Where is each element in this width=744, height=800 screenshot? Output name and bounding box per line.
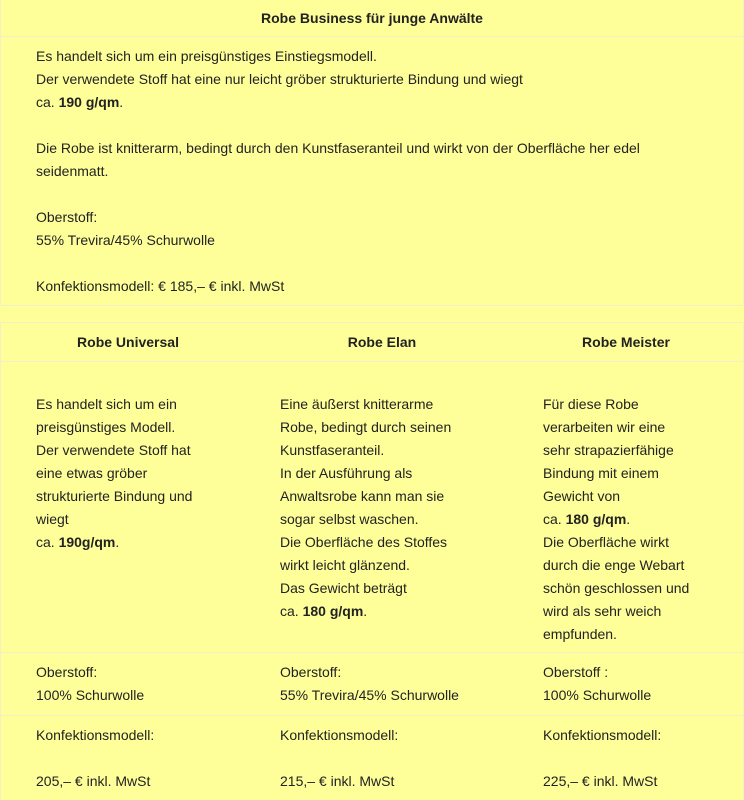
fabric-cell <box>280 653 480 723</box>
desc-line: seidenmatt. <box>36 163 109 179</box>
weight-suffix: . <box>626 511 631 527</box>
description-cell <box>543 362 718 683</box>
fabric-label: Oberstoff: <box>36 209 98 225</box>
price-label: Konfektionsmodell: <box>543 727 662 743</box>
weight-line <box>280 600 480 623</box>
desc-line: eine etwas gröber <box>36 465 148 481</box>
weight-value: 180 g/qm <box>565 511 627 527</box>
weight-prefix: ca. <box>36 534 59 550</box>
desc-line: sogar selbst waschen. <box>280 511 419 527</box>
fabric-label: Oberstoff : <box>543 664 609 680</box>
price-value: 205,– € inkl. MwSt <box>36 773 151 789</box>
fabric-cell <box>36 653 226 723</box>
price-cell <box>36 716 226 800</box>
desc-line: Kunstfaseranteil. <box>280 442 385 458</box>
weight-suffix: . <box>363 603 368 619</box>
fabric-value: 55% Trevira/45% Schurwolle <box>36 232 215 248</box>
desc-line: sehr strapazierfähige <box>543 442 674 458</box>
header-robe-universal: Robe Universal <box>77 333 179 350</box>
desc-line: Die Oberfläche wirkt <box>543 534 670 550</box>
price-cell <box>543 716 718 800</box>
fabric-value: 100% Schurwolle <box>36 687 145 703</box>
weight-line <box>543 508 718 531</box>
business-robe-description <box>1 37 743 298</box>
fabric-value: 100% Schurwolle <box>543 687 652 703</box>
desc-line: Das Gewicht beträgt <box>280 580 407 596</box>
weight-suffix: . <box>119 94 124 110</box>
desc-line: Die Oberfläche des Stoffes <box>280 534 448 550</box>
fabric-value: 55% Trevira/45% Schurwolle <box>280 687 459 703</box>
desc-line: Der verwendete Stoff hat eine nur leicht gröber strukturierte Bindung und wiegt <box>36 71 523 87</box>
weight-prefix: ca. <box>543 511 566 527</box>
price-value: 225,– € inkl. MwSt <box>543 773 658 789</box>
desc-line: strukturierte Bindung und <box>36 488 193 504</box>
weight-prefix: ca. <box>36 94 59 110</box>
business-robe-title: Robe Business für junge Anwälte <box>1 0 743 37</box>
fabric-label: Oberstoff: <box>36 664 98 680</box>
desc-line: Anwaltsrobe kann man sie <box>280 488 445 504</box>
weight-value: 190g/qm <box>58 534 116 550</box>
price-label: Konfektionsmodell: <box>280 727 399 743</box>
robe-comparison-table <box>0 322 744 800</box>
desc-line: Gewicht von <box>543 488 621 504</box>
weight-line <box>36 531 226 554</box>
price-row <box>1 716 743 800</box>
desc-line: verarbeiten wir eine <box>543 419 666 435</box>
fabric-label: Oberstoff: <box>280 664 342 680</box>
desc-line: durch die enge Webart <box>543 557 685 573</box>
desc-line: Es handelt sich um ein <box>36 396 177 412</box>
desc-line: Eine äußerst knitterarme <box>280 396 434 412</box>
fabric-row <box>1 653 743 716</box>
desc-line: wiegt <box>36 511 69 527</box>
desc-line: preisgünstiges Modell. <box>36 419 176 435</box>
header-robe-meister: Robe Meister <box>582 333 670 350</box>
fabric-cell <box>543 653 718 723</box>
weight-line <box>36 91 743 114</box>
desc-line: Robe, bedingt durch seinen <box>280 419 452 435</box>
desc-line: In der Ausführung als <box>280 465 413 481</box>
desc-line: Für diese Robe <box>543 396 639 412</box>
weight-prefix: ca. <box>280 603 303 619</box>
desc-line: Die Robe ist knitterarm, bedingt durch den Kunstfaseranteil und wirkt von der Oberfläche her edel <box>36 140 640 156</box>
desc-line: schön geschlossen und <box>543 580 690 596</box>
weight-value: 180 g/qm <box>302 603 364 619</box>
description-cell <box>280 362 480 683</box>
desc-line: wirkt leicht glänzend. <box>280 557 410 573</box>
price-cell <box>280 716 480 800</box>
desc-line: Der verwendete Stoff hat <box>36 442 191 458</box>
desc-line: Es handelt sich um ein preisgünstiges Einstiegsmodell. <box>36 48 377 64</box>
business-robe-section <box>0 0 744 306</box>
weight-value: 190 g/qm <box>58 94 120 110</box>
table-header-row <box>1 323 743 362</box>
header-robe-elan: Robe Elan <box>347 333 417 350</box>
desc-line: empfunden. <box>543 626 617 642</box>
desc-line: wird als sehr weich <box>543 603 662 619</box>
description-cell <box>36 362 226 683</box>
price-label: Konfektionsmodell: <box>36 727 155 743</box>
weight-suffix: . <box>115 534 120 550</box>
price-value: 215,– € inkl. MwSt <box>280 773 395 789</box>
description-row <box>1 362 743 653</box>
desc-line: Bindung mit einem <box>543 465 659 481</box>
price-text: Konfektionsmodell: € 185,– € inkl. MwSt <box>36 278 285 294</box>
